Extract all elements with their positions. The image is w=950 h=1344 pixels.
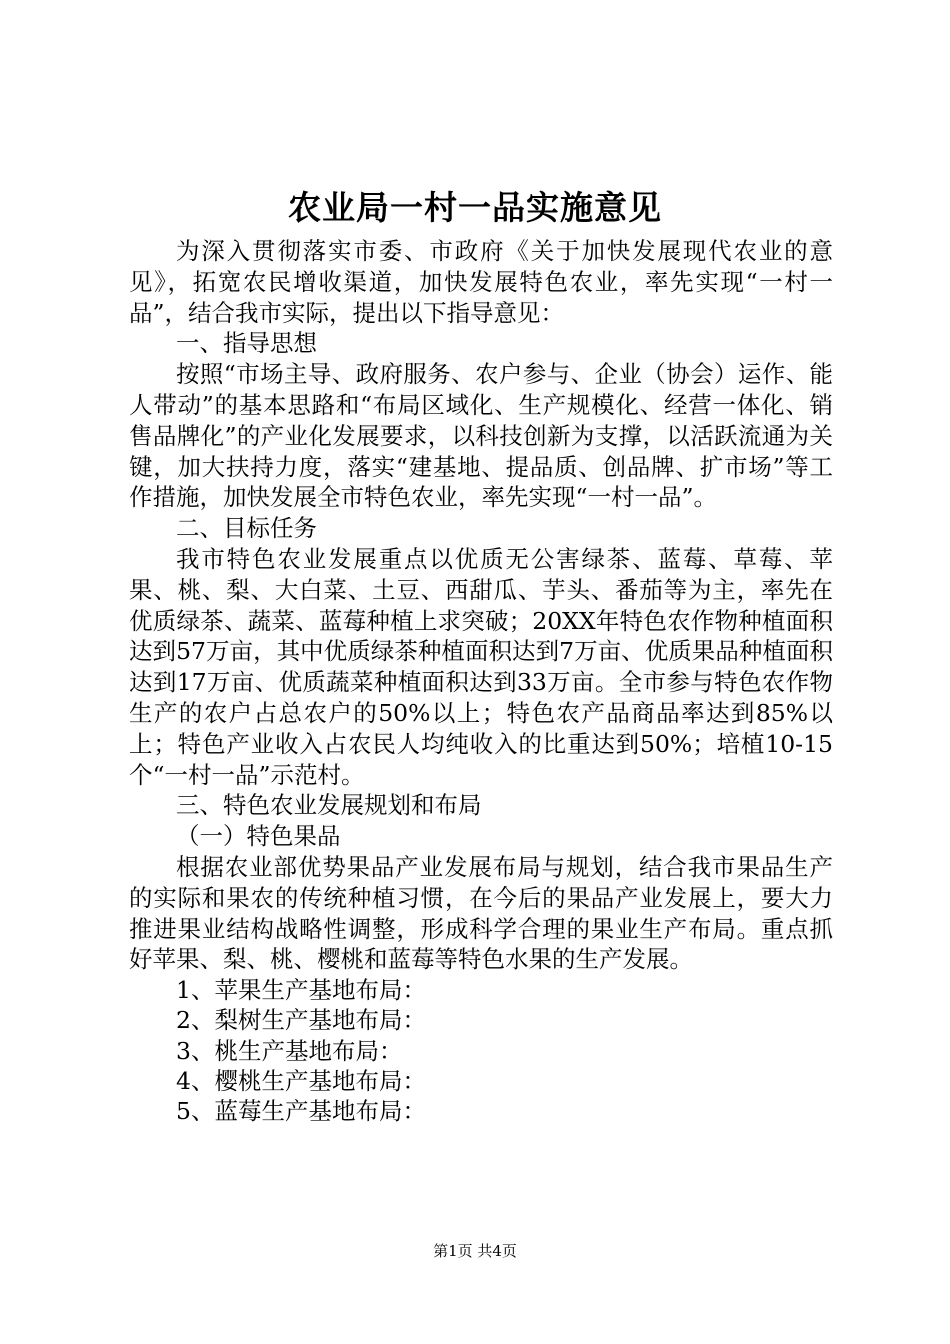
intro-paragraph: 为深入贯彻落实市委、市政府《关于加快发展现代农业的意见》，拓宽农民增收渠道，加快发展特色农业，率先实现“一村一品”，结合我市实际，提出以下指导意见： — [129, 237, 833, 327]
section-heading-targets: 二、目标任务 — [176, 514, 317, 543]
fruits-paragraph: 根据农业部优势果品产业发展布局与规划，结合我市果品生产的实际和果农的传统种植习惯，在今后的果品产业发展上，要大力推进果业结构战略性调整，形成科学合理的果业生产布局。重点抓好苹果、梨、桃、樱桃和蓝莓等特色水果的生产发展。 — [129, 852, 833, 974]
section-heading-guiding-ideology: 一、指导思想 — [176, 329, 317, 358]
list-item-cherry: 4、樱桃生产基地布局： — [176, 1067, 426, 1096]
targets-paragraph: 我市特色农业发展重点以优质无公害绿茶、蓝莓、草莓、苹果、桃、梨、大白菜、土豆、西甜瓜、芋头、番茄等为主，率先在优质绿茶、蔬菜、蓝莓种植上求突破；20XX年特色农作物种植面积达到57万亩，其中优质绿茶种植面积达到7万亩、优质果品种植面积达到17万亩、优质蔬菜种植面积达到33万亩。全市参与特色农作物生产的农户占总农户的50%以上；特色农产品商品率达到85%以上；特色产业收入占农民人均纯收入的比重达到50%；培植10-15个“一村一品”示范村。 — [129, 544, 833, 789]
list-item-peach: 3、桃生产基地布局： — [176, 1036, 403, 1065]
subsection-heading-fruits: （一）特色果品 — [176, 822, 341, 851]
document-body — [129, 236, 833, 1127]
page-number-footer: 第1页 共4页 — [433, 1242, 517, 1260]
document-title: 农业局一村一品实施意见 — [288, 188, 662, 227]
guiding-ideology-paragraph: 按照“市场主导、政府服务、农户参与、企业（协会）运作、能人带动”的基本思路和“布局区域化、生产规模化、经营一体化、销售品牌化”的产业化发展要求，以科技创新为支撑，以活跃流通为关键，加大扶持力度，落实“建基地、提品质、创品牌、扩市场”等工作措施，加快发展全市特色农业，率先实现“一村一品”。 — [129, 360, 833, 512]
section-heading-planning-layout: 三、特色农业发展规划和布局 — [176, 791, 482, 820]
list-item-pear: 2、梨树生产基地布局： — [176, 1006, 426, 1035]
list-item-apple: 1、苹果生产基地布局： — [176, 976, 426, 1005]
list-item-blueberry: 5、蓝莓生产基地布局： — [176, 1097, 426, 1126]
